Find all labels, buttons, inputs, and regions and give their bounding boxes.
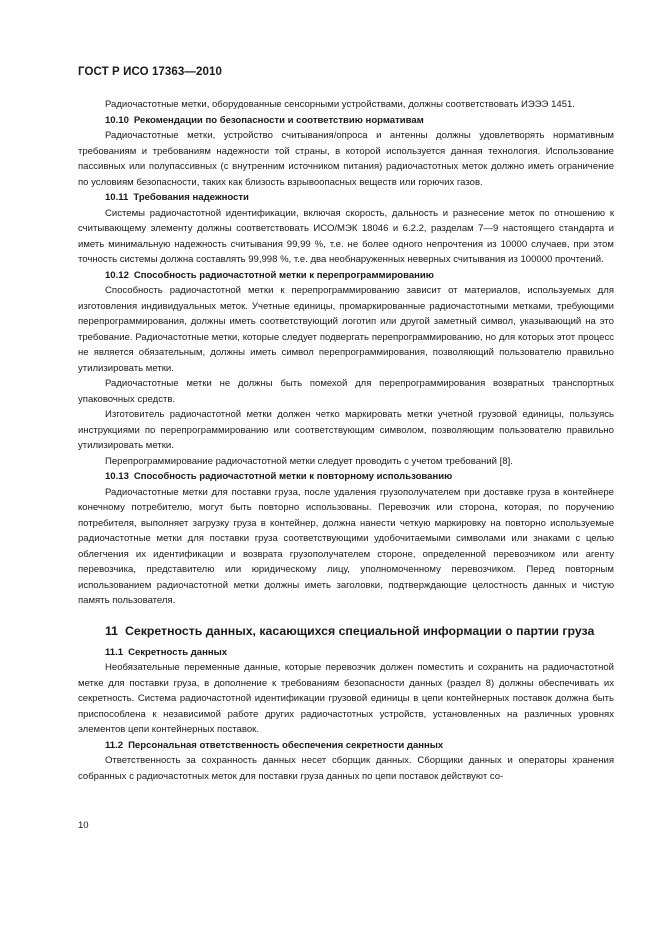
paragraph: Способность радиочастотной метки к перепрограммированию зависит от материалов, используемых для изготовления индивидуальных меток. Учетные единицы, промаркированные радиочастотными метками, требующими перепрограммирования, должны иметь соответствующий логотип или другой заметный символ, указывающий на это требование. Радиочастотные метки, которые следует подвергать перепрограммированию, но для которых этот процесс не является обязательным, должны иметь символ перепрограммирования, позволяющий пользователю правильно утилизировать метки.	[78, 285, 614, 374]
heading-number: 10.10	[105, 114, 129, 126]
page-number: 10	[78, 820, 89, 831]
paragraph: Радиочастотные метки не должны быть помехой для перепрограммирования возвратных транспортных упаковочных средств.	[78, 378, 614, 405]
subsection-heading	[78, 738, 614, 754]
heading-text: Секретность данных	[128, 646, 228, 658]
paragraph: Необязательные переменные данные, которые перевозчик должен поместить и сохранить на радиочастотной метке для поставки груза, в дополнение к требованиям безопасности данных (раздел 8) должны обеспечивать их секретность. Система радиочастотной идентификации грузовой единицы в цепи контейнерных поставок должна быть приспособлена к независимой работе других радиочастотных устройств, установленных на различных уровнях элементов цепи контейнерных поставок.	[78, 662, 614, 735]
subsection-heading	[78, 268, 614, 284]
heading-text: Способность радиочастотной метки к повторному использованию	[133, 471, 453, 482]
paragraph: Радиочастотные метки для поставки груза, после удаления грузополучателем при доставке груза в контейнере конечному потребителю, могут быть повторно использованы. Перевозчик или сторона, которая, по поручению потребителя, выполняет загрузку груза в контейнер, должна нанести четкую маркировку на повторно используемые радиочастотные метки для поставки груза соответствующими удобочитаемыми символами или знаками с целью облегчения их идентификации и возврата грузополучателем стороне, определенной перевозчиком или агенту перевозчика, представителю или юридическому лицу, уполномоченному перевозчиком. Перед повторным использованием радиочастотной метки должны иметь заголовки, подтверждающие целостность данных и чистую память пользователя.	[78, 486, 614, 606]
subsection-heading	[78, 469, 614, 485]
section-heading	[78, 622, 614, 640]
paragraph: Перепрограммирование радиочастотной метки следует проводить с учетом требований [8].	[105, 455, 513, 467]
subsection-heading	[78, 645, 614, 661]
heading-text: Рекомендации по безопасности и соответствию нормативам	[133, 114, 424, 126]
heading-number: 11	[105, 623, 118, 638]
heading-number: 10.12	[105, 269, 129, 281]
heading-number: 11.2	[105, 739, 124, 751]
paragraph: Радиочастотные метки, устройство считывания/опроса и антенны должны удовлетворять нормативным требованиям и требованиям надежности той страны, в которой используется данная технология. Использование пассивных или полупассивных (с внутренним источником питания) радиочастотных меток должно иметь ограничение по условиям безопасности, таких как близость взрывоопасных веществ или горючих газов.	[78, 130, 614, 188]
paragraph: Радиочастотные метки, оборудованные сенсорными устройствами, должны соответствовать ИЭЭЭ 1451.	[105, 99, 575, 110]
heading-text: Способность радиочастотной метки к перепрограммированию	[133, 269, 434, 281]
heading-number: 11.1	[105, 646, 124, 658]
paragraph: Изготовитель радиочастотной метки должен четко маркировать метки учетной грузовой единицы, пользуясь инструкциями по перепрограммированию или соответствующим символом, позволяющим пользователю правильно утилизировать метки.	[78, 409, 614, 451]
subsection-heading	[78, 113, 614, 129]
document-header: ГОСТ Р ИСО 17363—2010	[78, 66, 223, 78]
heading-number: 10.13	[105, 471, 129, 482]
heading-text: Персональная ответственность обеспечения секретности данных	[128, 739, 444, 751]
heading-text: Секретность данных, касающихся специальной информации о партии груза	[125, 623, 595, 638]
document-body	[78, 97, 614, 784]
paragraph: Ответственность за сохранность данных несет сборщик данных. Сборщики данных и операторы хранения собранных с радиочастотных меток для поставки груза данных по цепи поставок действуют со-	[78, 755, 614, 782]
subsection-heading	[78, 190, 614, 206]
paragraph: Системы радиочастотной идентификации, включая скорость, дальность и разнесение меток по отношению к считывающему элементу должны соответствовать ИСО/МЭК 18046 и 6.2.2, разделам 7—9 настоящего стандарта и иметь минимальную надежность считывания 99,99 %, т.е. не более одного непрочтения из 10000 случаев, при этом точность системы должна составлять 99,998 %, т.е. два необнаруженных неверных считывания из 100000 прочтений.	[78, 207, 614, 265]
heading-text: Требования надежности	[133, 192, 249, 203]
heading-number: 10.11	[105, 192, 129, 203]
